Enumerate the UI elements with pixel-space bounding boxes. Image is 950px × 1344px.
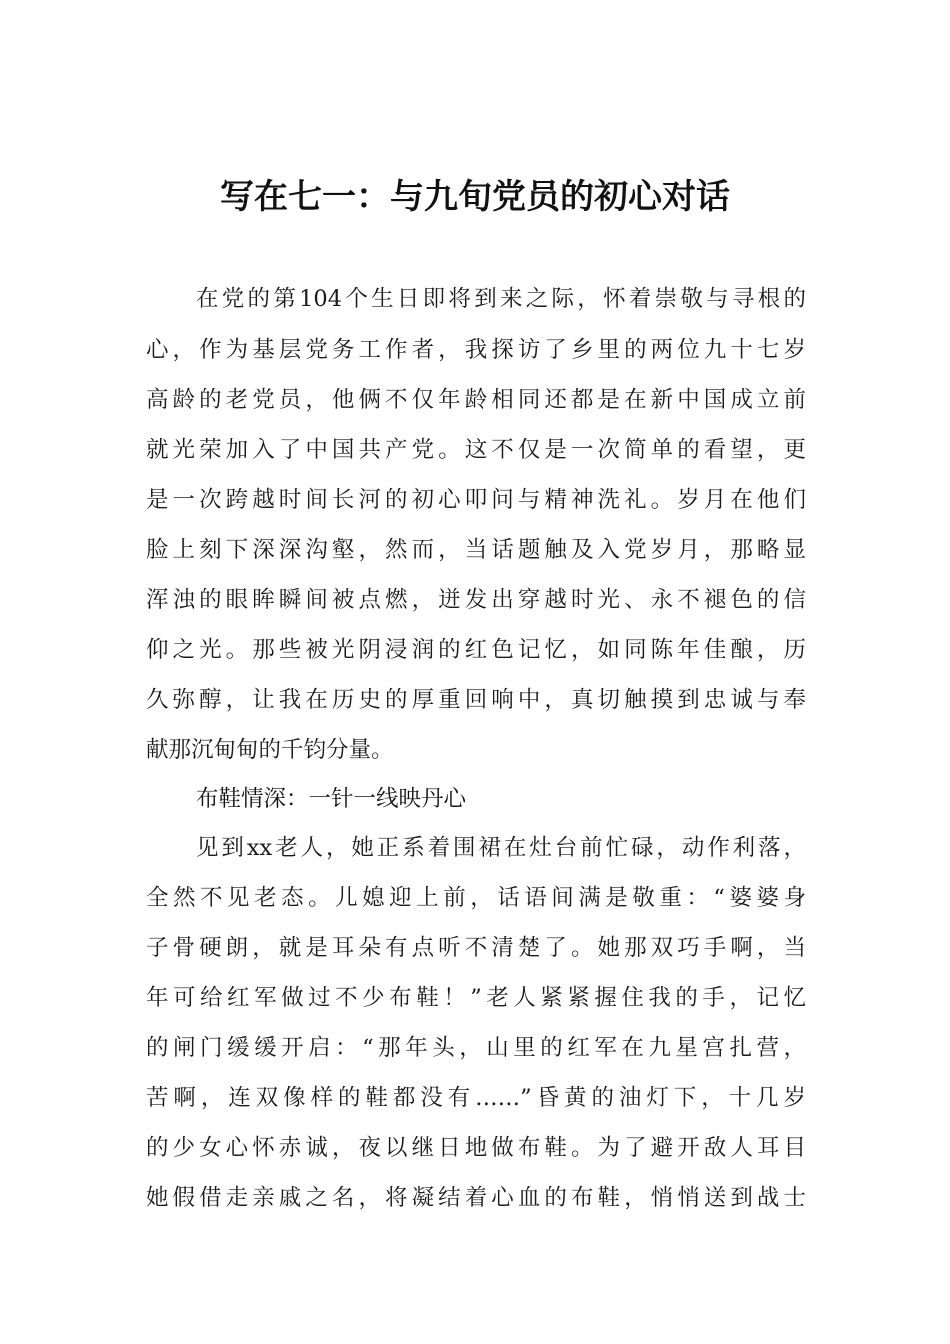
paragraph-line: 浑浊的眼眸瞬间被点燃，迸发出穿越时光、永不褪色的信 [146,587,806,613]
paragraph-line: 就光荣加入了中国共产党。这不仅是一次简单的看望，更 [146,437,806,463]
paragraph-line: 高龄的老党员，他俩不仅年龄相同还都是在新中国成立前 [146,387,806,413]
section-heading: 布鞋情深：一针一线映丹心 [196,786,467,812]
paragraph-line: 见到xx老人，她正系着围裙在灶台前忙碌，动作利落， [196,835,806,861]
paragraph-line: 年可给红军做过不少布鞋！”老人紧紧握住我的手，记忆 [146,985,806,1011]
paragraph-line: 全然不见老态。儿媳迎上前，话语间满是敬重：“婆婆身 [146,885,806,911]
paragraph-line: 子骨硬朗，就是耳朵有点听不清楚了。她那双巧手啊，当 [146,935,806,961]
paragraph-line: 仰之光。那些被光阴浸润的红色记忆，如同陈年佳酿，历 [146,637,806,663]
paragraph-line: 的闸门缓缓开启：“那年头，山里的红军在九星宫扎营， [146,1035,806,1061]
paragraph-line: 心，作为基层党务工作者，我探访了乡里的两位九十七岁 [146,337,806,363]
document-title: 写在七一：与九旬党员的初心对话 [220,177,730,217]
paragraph-line: 是一次跨越时间长河的初心叩问与精神洗礼。岁月在他们 [146,487,806,513]
paragraph-line: 她假借走亲戚之名，将凝结着心血的布鞋，悄悄送到战士 [146,1185,806,1211]
paragraph-line: 在党的第104个生日即将到来之际，怀着崇敬与寻根的 [196,286,806,312]
paragraph-line: 脸上刻下深深沟壑，然而，当话题触及入党岁月，那略显 [146,537,806,563]
paragraph-line: 苦啊，连双像样的鞋都没有……”昏黄的油灯下，十几岁 [146,1085,806,1111]
paragraph-line: 久弥醇，让我在历史的厚重回响中，真切触摸到忠诚与奉 [146,687,806,713]
paragraph-line: 的少女心怀赤诚，夜以继日地做布鞋。为了避开敌人耳目 [146,1135,806,1161]
paragraph-line: 献那沉甸甸的千钧分量。 [146,737,394,763]
